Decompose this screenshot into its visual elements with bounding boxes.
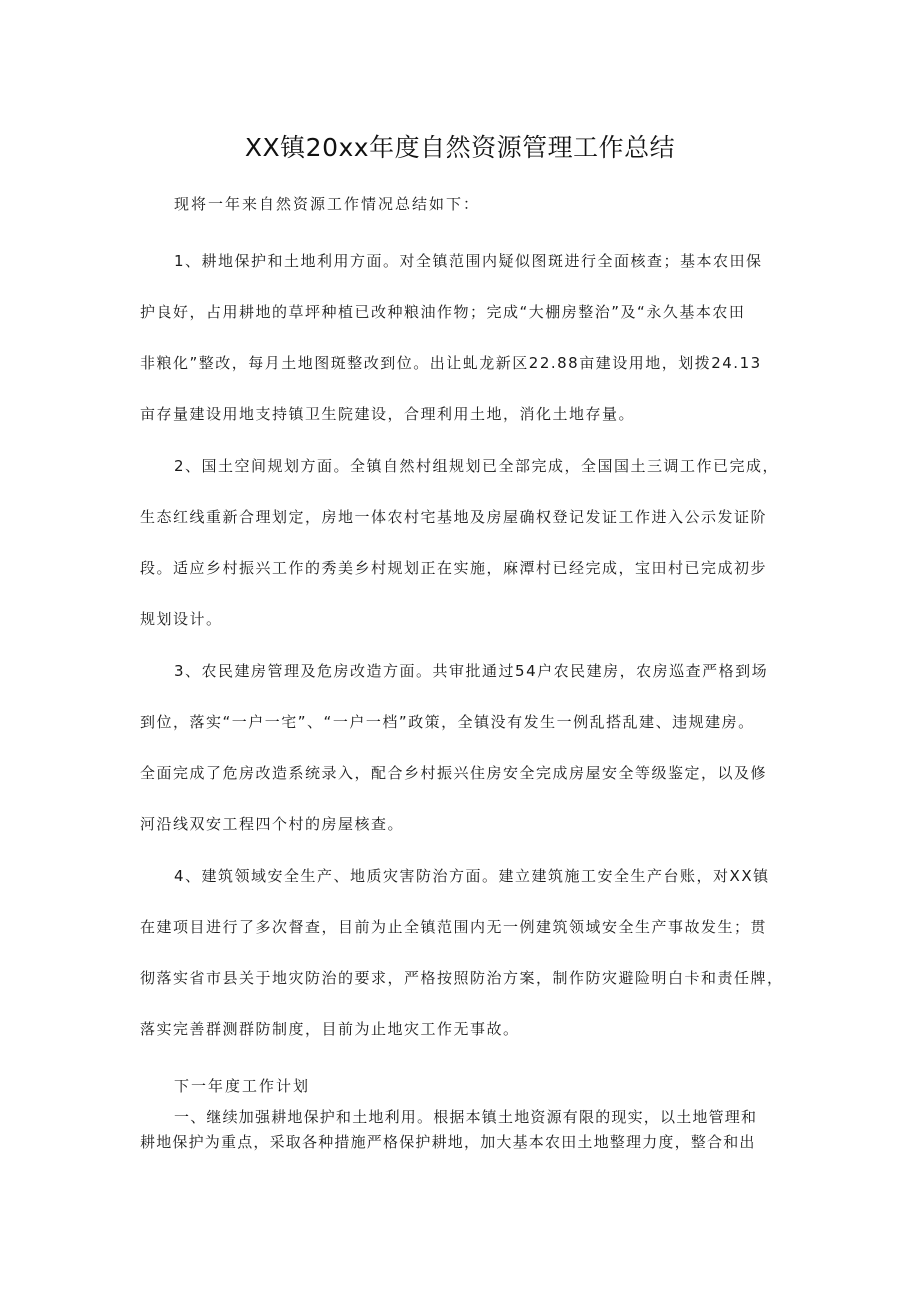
- paragraph-line: 河沿线双安工程四个村的房屋核查。: [140, 815, 405, 833]
- paragraph-line: 生态红线重新合理划定，房地一体农村宅基地及房屋确权登记发证工作进入公示发证阶: [140, 508, 768, 526]
- paragraph-line: 耕地保护为重点，采取各种措施严格保护耕地，加大基本农田土地整理力度，整合和出: [140, 1133, 756, 1151]
- paragraph-line: 3、农民建房管理及危房改造方面。共审批通过54户农民建房，农房巡查严格到场: [174, 662, 769, 680]
- paragraph-line: 全面完成了危房改造系统录入，配合乡村振兴住房安全完成房屋安全等级鉴定，以及修: [140, 764, 768, 782]
- paragraph-line: 一、继续加强耕地保护和土地利用。根据本镇土地资源有限的现实，以土地管理和: [174, 1108, 758, 1126]
- intro-paragraph: 现将一年来自然资源工作情况总结如下：: [174, 195, 481, 213]
- paragraph-line: 规划设计。: [140, 610, 223, 628]
- paragraph-line: 段。适应乡村振兴工作的秀美乡村规划正在实施，麻潭村已经完成，宝田村已完成初步: [140, 559, 768, 577]
- document-title: XX镇20xx年度自然资源管理工作总结: [244, 133, 676, 162]
- section-spatial-planning: [140, 441, 790, 645]
- paragraph-line: 彻落实省市县关于地灾防治的要求，严格按照防治方案，制作防灾避险明白卡和责任牌，: [140, 969, 784, 987]
- paragraph-line: 到位，落实“一户一宅”、“一户一档”政策，全镇没有发生一例乱搭乱建、违规建房。: [140, 713, 755, 731]
- plan-heading: 下一年度工作计划: [174, 1077, 311, 1095]
- section-construction-safety: [140, 851, 790, 1055]
- paragraph-line: 落实完善群测群防制度，目前为止地灾工作无事故。: [140, 1020, 520, 1038]
- paragraph-line: 护良好，占用耕地的草坪种植已改种粮油作物；完成“大棚房整治”及“永久基本农田: [140, 303, 746, 321]
- section-farmland-protection: [140, 236, 790, 440]
- paragraph-line: 4、建筑领域安全生产、地质灾害防治方面。建立建筑施工安全生产台账，对XX镇: [174, 867, 770, 885]
- paragraph-line: 非粮化”整改，每月土地图斑整改到位。出让虬龙新区22.88亩建设用地，划拨24.13: [140, 354, 762, 372]
- paragraph-line: 在建项目进行了多次督查，目前为止全镇范围内无一例建筑领域安全生产事故发生；贯: [140, 918, 768, 936]
- paragraph-line: 2、国土空间规划方面。全镇自然村组规划已全部完成，全国国土三调工作已完成，: [174, 457, 780, 475]
- section-housing-management: [140, 646, 790, 850]
- paragraph-line: 亩存量建设用地支持镇卫生院建设，合理利用土地，消化土地存量。: [140, 405, 636, 423]
- paragraph-line: 1、耕地保护和土地利用方面。对全镇范围内疑似图斑进行全面核查；基本农田保: [174, 252, 763, 270]
- plan-paragraph: [140, 1105, 790, 1155]
